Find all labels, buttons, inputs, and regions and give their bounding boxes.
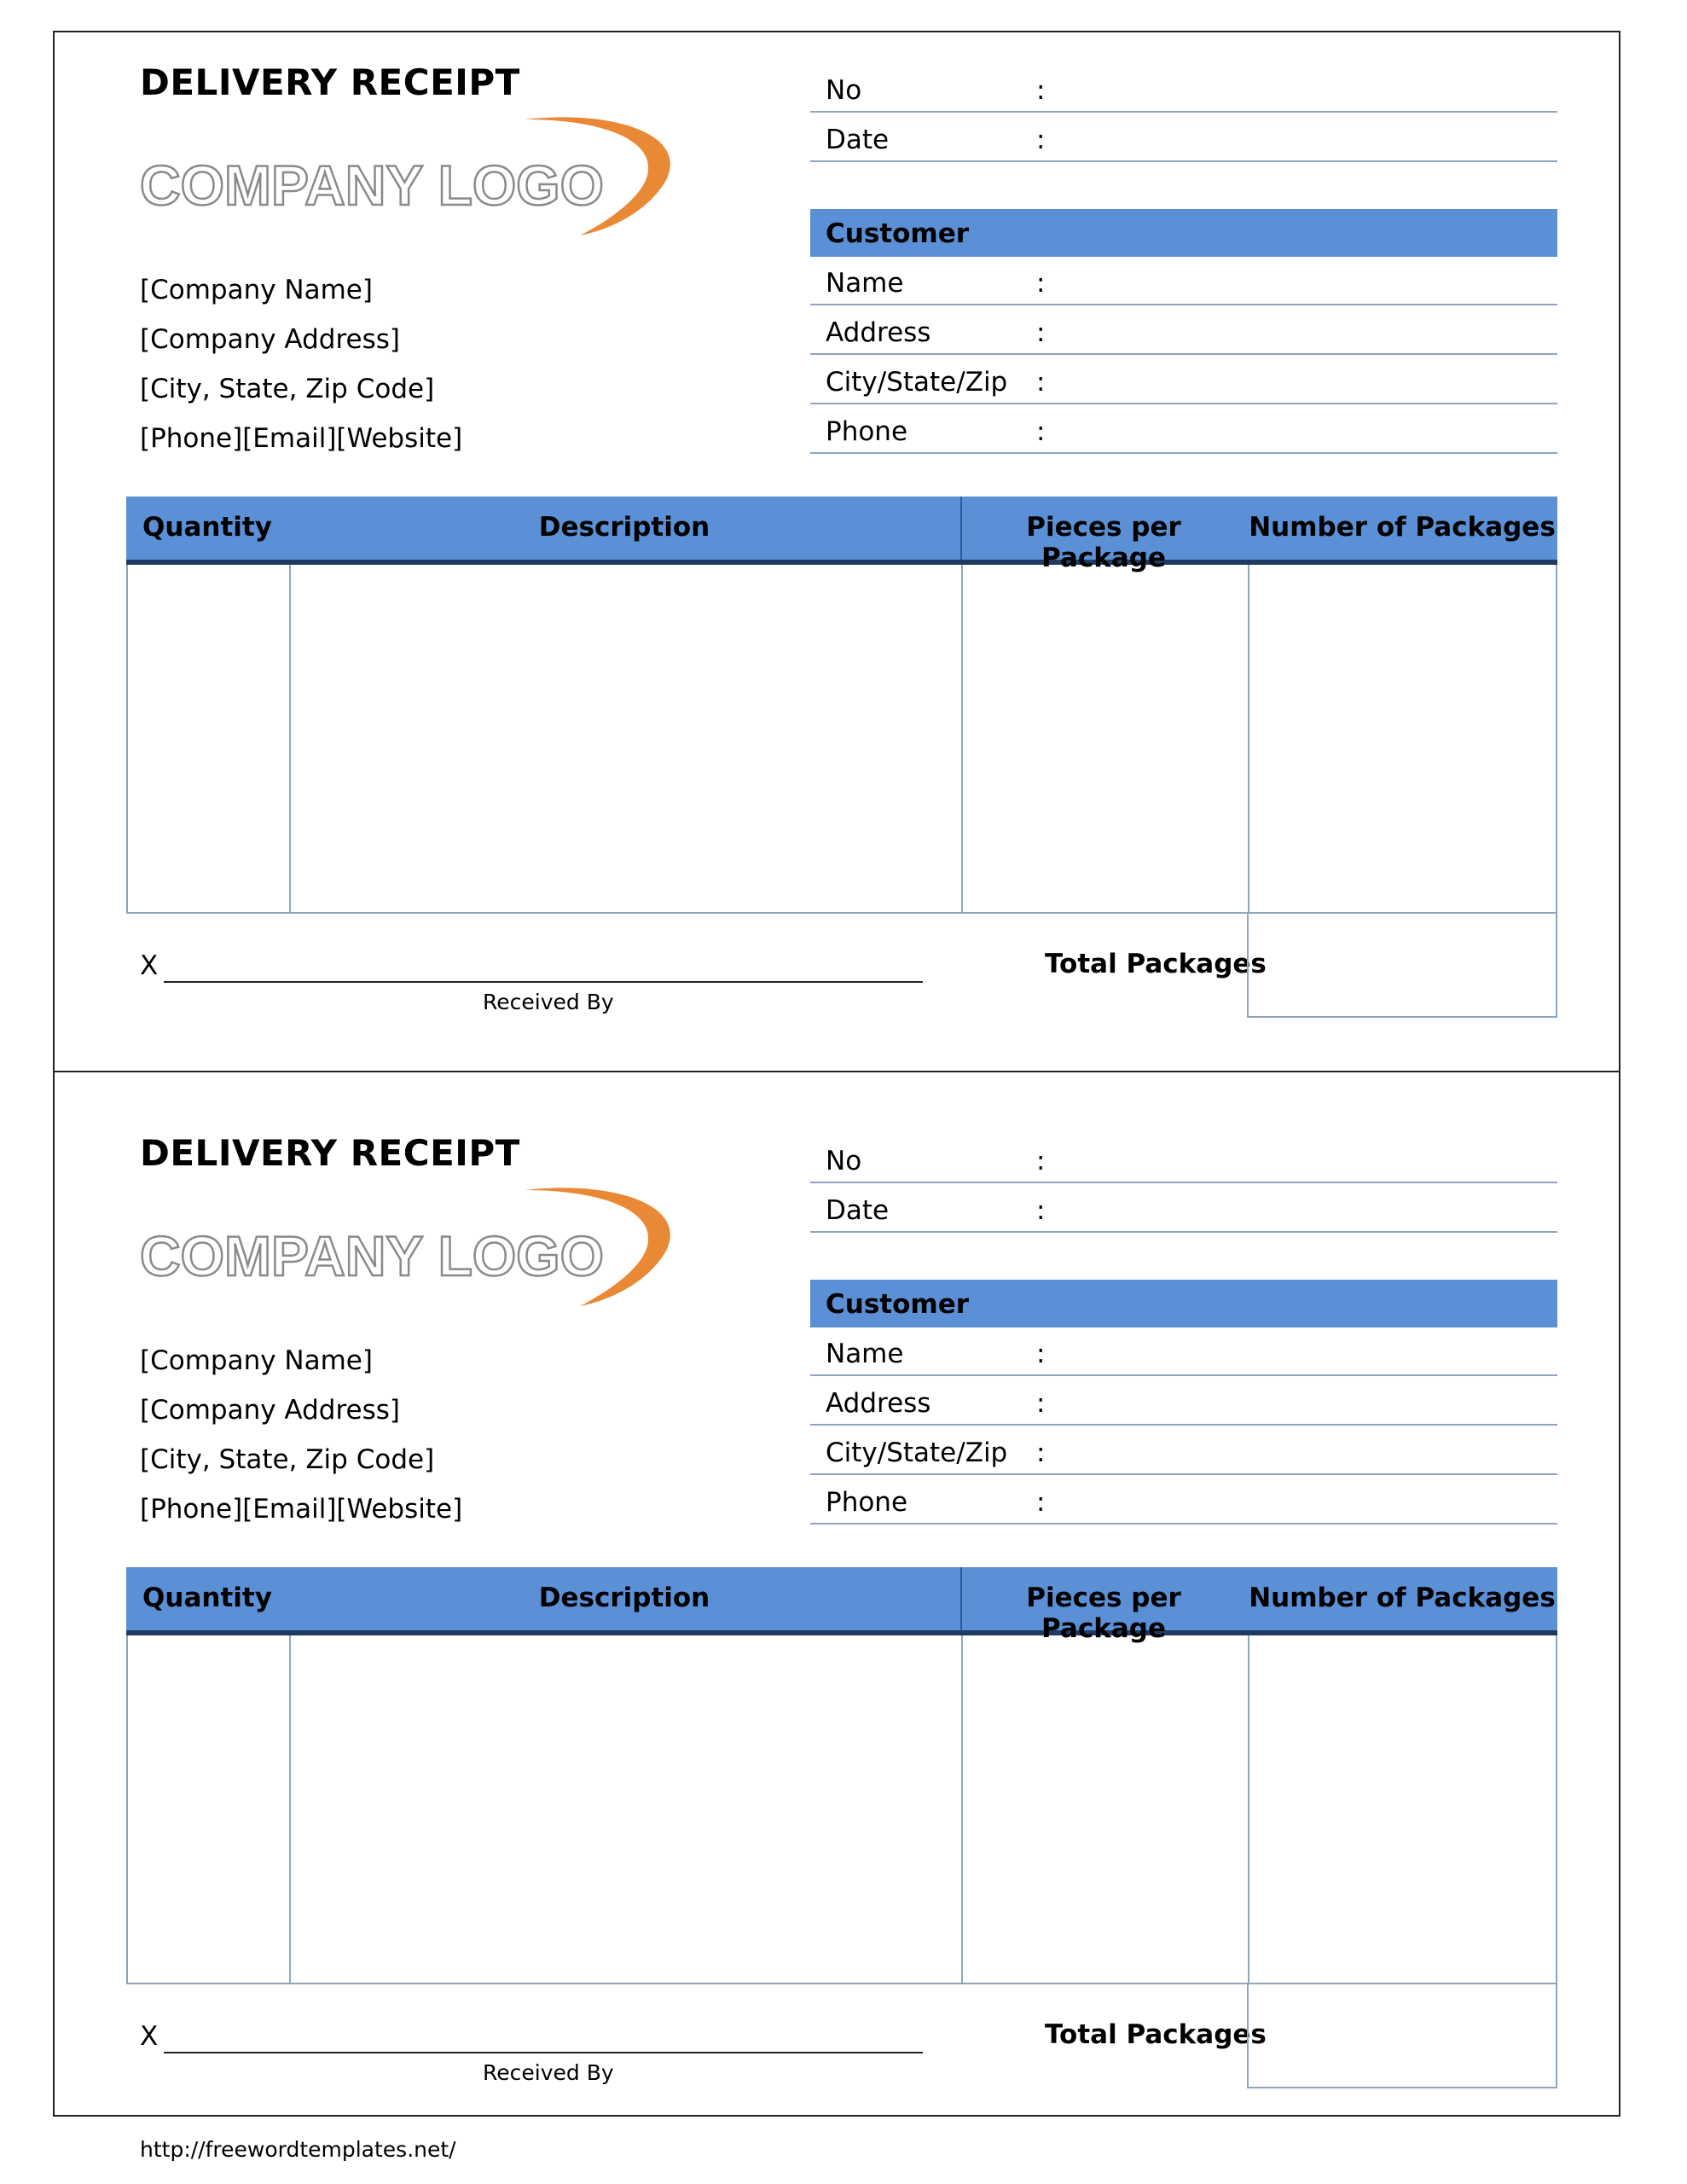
- company-contact: [Phone][Email][Website]: [140, 1494, 463, 1525]
- column-divider: [1248, 1635, 1249, 1983]
- column-header-description: Description: [538, 512, 710, 543]
- field-separator: :: [1036, 1339, 1046, 1369]
- company-logo: [136, 109, 691, 237]
- logo-text: COMPANY LOGO: [140, 154, 604, 217]
- signature-caption: Received By: [483, 2060, 614, 2085]
- company-city: [City, State, Zip Code]: [140, 374, 435, 404]
- field-separator: :: [1036, 1195, 1046, 1226]
- field-separator: :: [1036, 125, 1046, 155]
- field-customer-city[interactable]: [810, 357, 1557, 404]
- customer-header: [810, 1280, 1557, 1327]
- field-customer-name[interactable]: [810, 1328, 1557, 1376]
- total-packages-field[interactable]: [1247, 1983, 1557, 2088]
- company-address: [Company Address]: [140, 324, 400, 355]
- column-header-pieces: Pieces per Package: [1026, 512, 1181, 573]
- field-separator: :: [1036, 268, 1046, 299]
- signature-line[interactable]: [164, 981, 923, 983]
- footer-url[interactable]: http://freewordtemplates.net/: [140, 2137, 456, 2162]
- field-date[interactable]: [810, 1185, 1557, 1233]
- column-header-packages: Number of Packages: [1249, 512, 1556, 543]
- company-name: [Company Name]: [140, 275, 373, 305]
- field-no[interactable]: [810, 1136, 1557, 1183]
- customer-header: [810, 209, 1557, 257]
- header-separator: [960, 497, 962, 560]
- signature-mark: X: [140, 2021, 159, 2052]
- field-customer-address[interactable]: [810, 307, 1557, 355]
- column-divider: [961, 565, 963, 912]
- company-contact: [Phone][Email][Website]: [140, 423, 463, 454]
- field-customer-phone[interactable]: [810, 406, 1557, 454]
- field-customer-city[interactable]: [810, 1427, 1557, 1475]
- field-separator: :: [1036, 75, 1046, 106]
- field-label: Address: [826, 1388, 931, 1419]
- customer-header-label: Customer: [826, 218, 970, 249]
- column-divider: [1248, 565, 1249, 912]
- column-header-description: Description: [538, 1583, 710, 1613]
- signature-caption: Received By: [483, 990, 614, 1014]
- logo-text: COMPANY LOGO: [140, 1224, 604, 1287]
- field-date[interactable]: [810, 114, 1557, 162]
- items-table-body[interactable]: [126, 1635, 1557, 1984]
- delivery-receipt-1: [0, 0, 1687, 1058]
- total-packages-label: Total Packages: [1045, 2019, 1267, 2050]
- total-packages-label: Total Packages: [1045, 949, 1267, 979]
- company-name: [Company Name]: [140, 1345, 373, 1376]
- field-separator: :: [1036, 1487, 1046, 1518]
- field-customer-name[interactable]: [810, 258, 1557, 305]
- company-details: [140, 1342, 462, 1540]
- company-logo: [136, 1180, 691, 1308]
- field-label: City/State/Zip: [826, 1438, 1008, 1468]
- header-separator: [960, 1567, 962, 1630]
- field-label: Date: [826, 125, 890, 155]
- field-label: No: [826, 1146, 862, 1176]
- total-packages-field[interactable]: [1247, 912, 1557, 1018]
- receipt-title: DELIVERY RECEIPT: [140, 1132, 520, 1174]
- items-table-body[interactable]: [126, 565, 1557, 914]
- field-separator: :: [1036, 367, 1046, 398]
- column-divider: [289, 565, 291, 912]
- field-separator: :: [1036, 1388, 1046, 1419]
- field-label: Date: [826, 1195, 890, 1226]
- company-details: [140, 271, 462, 469]
- field-label: Phone: [826, 1487, 908, 1518]
- customer-header-label: Customer: [826, 1289, 970, 1320]
- field-separator: :: [1036, 1146, 1046, 1176]
- items-table-header: [126, 497, 1557, 573]
- field-separator: :: [1036, 416, 1046, 447]
- field-label: Phone: [826, 416, 908, 447]
- signature-mark: X: [140, 950, 159, 981]
- column-header-pieces: Pieces per Package: [1026, 1583, 1181, 1644]
- company-address: [Company Address]: [140, 1395, 400, 1426]
- field-label: Name: [826, 268, 904, 299]
- receipt-title: DELIVERY RECEIPT: [140, 61, 520, 103]
- field-label: Address: [826, 317, 931, 348]
- delivery-receipt-2: [0, 1071, 1687, 2129]
- signature-line[interactable]: [164, 2052, 923, 2053]
- column-divider: [289, 1635, 291, 1983]
- company-city: [City, State, Zip Code]: [140, 1444, 435, 1475]
- column-header-packages: Number of Packages: [1249, 1583, 1556, 1613]
- field-label: Name: [826, 1339, 904, 1369]
- field-separator: :: [1036, 1438, 1046, 1468]
- column-header-quantity: Quantity: [142, 512, 272, 543]
- field-label: City/State/Zip: [826, 367, 1008, 398]
- items-table-header: [126, 1567, 1557, 1644]
- column-divider: [961, 1635, 963, 1983]
- field-separator: :: [1036, 317, 1046, 348]
- field-customer-phone[interactable]: [810, 1477, 1557, 1525]
- field-customer-address[interactable]: [810, 1378, 1557, 1426]
- field-label: No: [826, 75, 862, 106]
- field-no[interactable]: [810, 65, 1557, 113]
- column-header-quantity: Quantity: [142, 1583, 272, 1613]
